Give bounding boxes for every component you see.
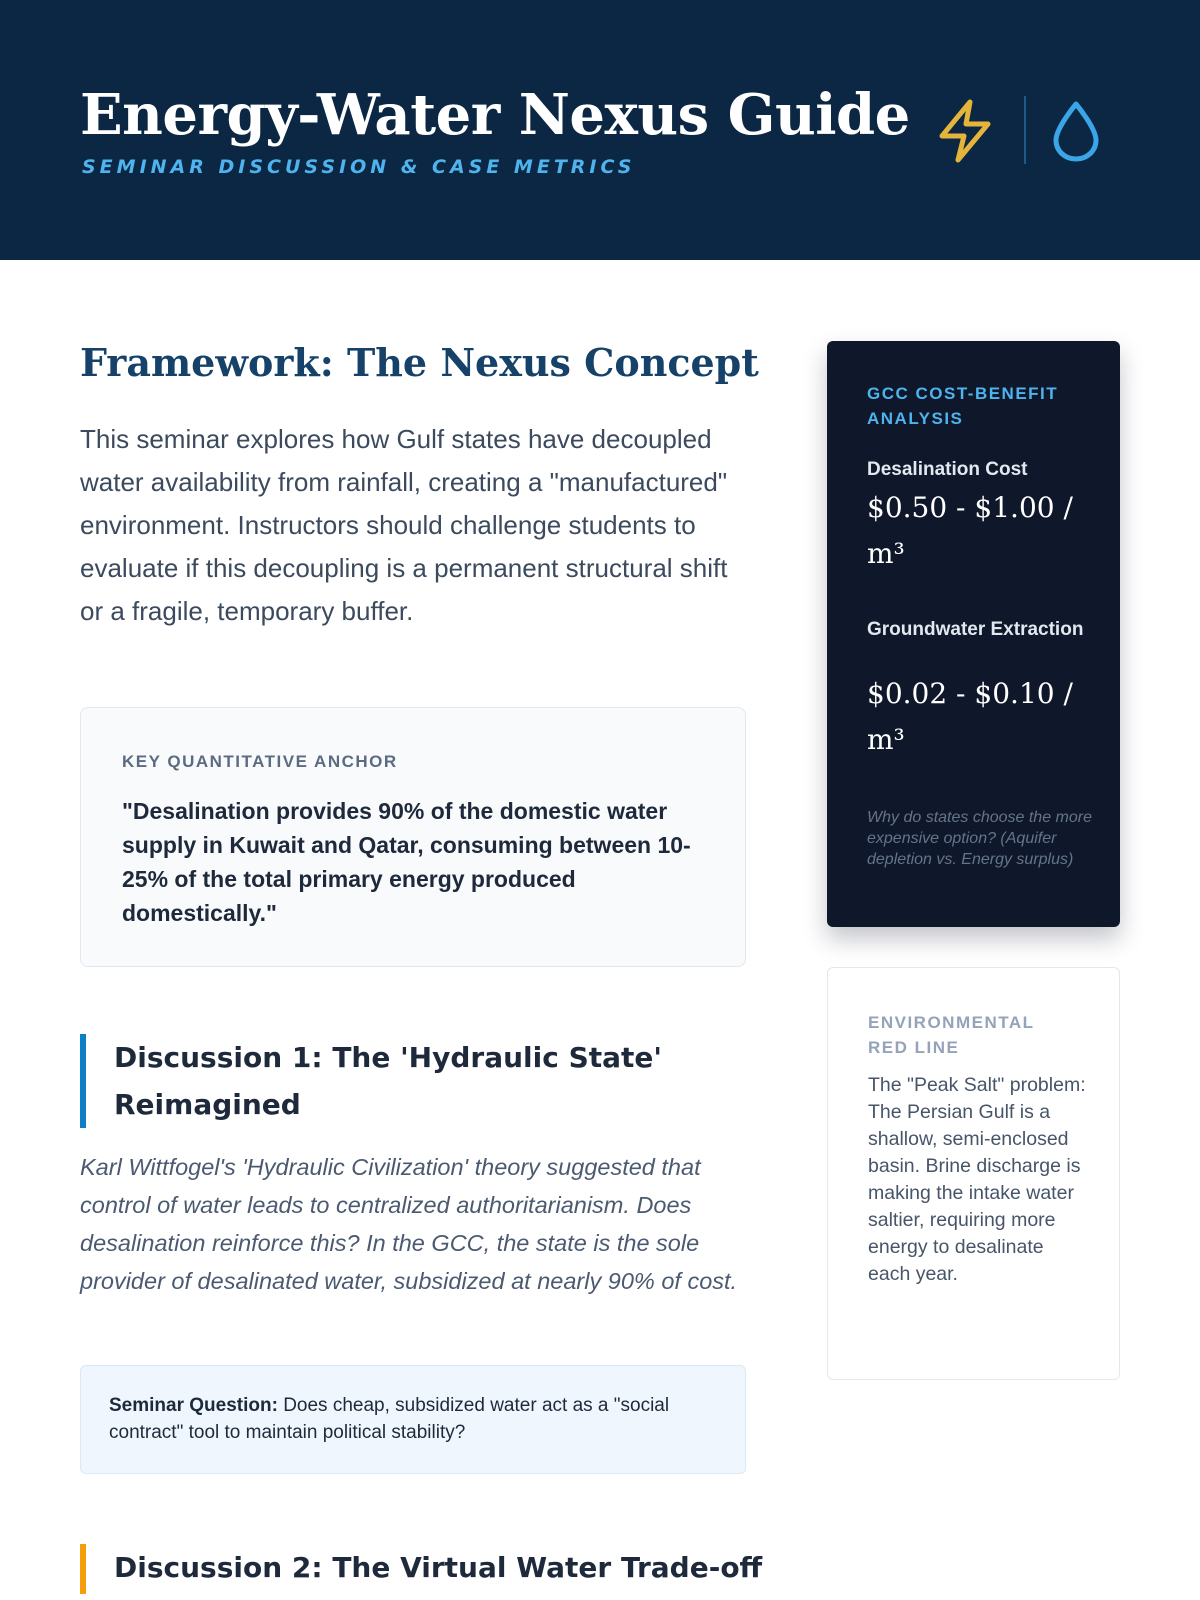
- cost-benefit-card: [827, 341, 1120, 927]
- discussion-2-accent-bar: [80, 1544, 86, 1594]
- cost-benefit-label: GCC COST-BENEFIT ANALYSIS: [867, 384, 1059, 428]
- cost-benefit-note: Why do states choose the more expensive option? (Aquifer depletion vs. Energy surplus): [867, 809, 1092, 868]
- discussion-1-title: Discussion 1: The 'Hydraulic State' Reimagined: [114, 1041, 662, 1121]
- seminar-question: [109, 1392, 729, 1446]
- seminar-question-box: [80, 1365, 746, 1474]
- quantitative-anchor-card: [80, 707, 746, 967]
- environmental-red-line-card: [827, 967, 1120, 1380]
- water-drop-icon: [1048, 98, 1104, 164]
- discussion-2-title: Discussion 2: The Virtual Water Trade-off: [114, 1551, 763, 1584]
- framework-body: This seminar explores how Gulf states have decoupled water availability from rainfall, creating a "manufactured" environment. Instructors should challenge students to evaluate if this decoupling is a permanent structural shift or a fragile, temporary buffer.: [80, 424, 728, 626]
- header-icon-divider: [1024, 96, 1026, 164]
- page-title: Energy-Water Nexus Guide: [80, 82, 910, 148]
- groundwater-extraction-label: Groundwater Extraction: [867, 619, 1084, 640]
- anchor-label: KEY QUANTITATIVE ANCHOR: [122, 752, 398, 771]
- red-line-label: ENVIRONMENTAL RED LINE: [868, 1013, 1035, 1057]
- header-icons: [930, 96, 1110, 166]
- seminar-question-label: Seminar Question:: [109, 1395, 278, 1416]
- lightning-bolt-icon: [930, 96, 1000, 166]
- discussion-1-accent-bar: [80, 1034, 86, 1128]
- anchor-quote: "Desalination provides 90% of the domestic water supply in Kuwait and Qatar, consuming between 10-25% of the total primary energy produced domestically.": [122, 798, 691, 926]
- framework-title: Framework: The Nexus Concept: [80, 340, 759, 385]
- desalination-cost-value: $0.50 - $1.00 / m³: [867, 491, 1073, 570]
- groundwater-extraction-value: $0.02 - $0.10 / m³: [867, 677, 1073, 756]
- discussion-2-heading: [80, 1544, 763, 1594]
- seminar-question-text: Does cheap, subsidized water act as a "social contract" tool to maintain political stability?: [109, 1395, 670, 1443]
- page-header: [0, 0, 1200, 260]
- discussion-1-body: Karl Wittfogel's 'Hydraulic Civilization' theory suggested that control of water leads to centralized authoritarianism. Does desalination reinforce this? In the GCC, the state is the sole provider of desalinated water, subsidized at nearly 90% of cost.: [80, 1154, 738, 1294]
- page-subtitle: SEMINAR DISCUSSION & CASE METRICS: [82, 156, 636, 178]
- red-line-body: The "Peak Salt" problem: The Persian Gulf is a shallow, semi-enclosed basin. Brine discharge is making the intake water saltier, requiring more energy to desalinate each year.: [868, 1074, 1086, 1285]
- discussion-1-heading: [80, 1034, 750, 1128]
- desalination-cost-label: Desalination Cost: [867, 459, 1028, 480]
